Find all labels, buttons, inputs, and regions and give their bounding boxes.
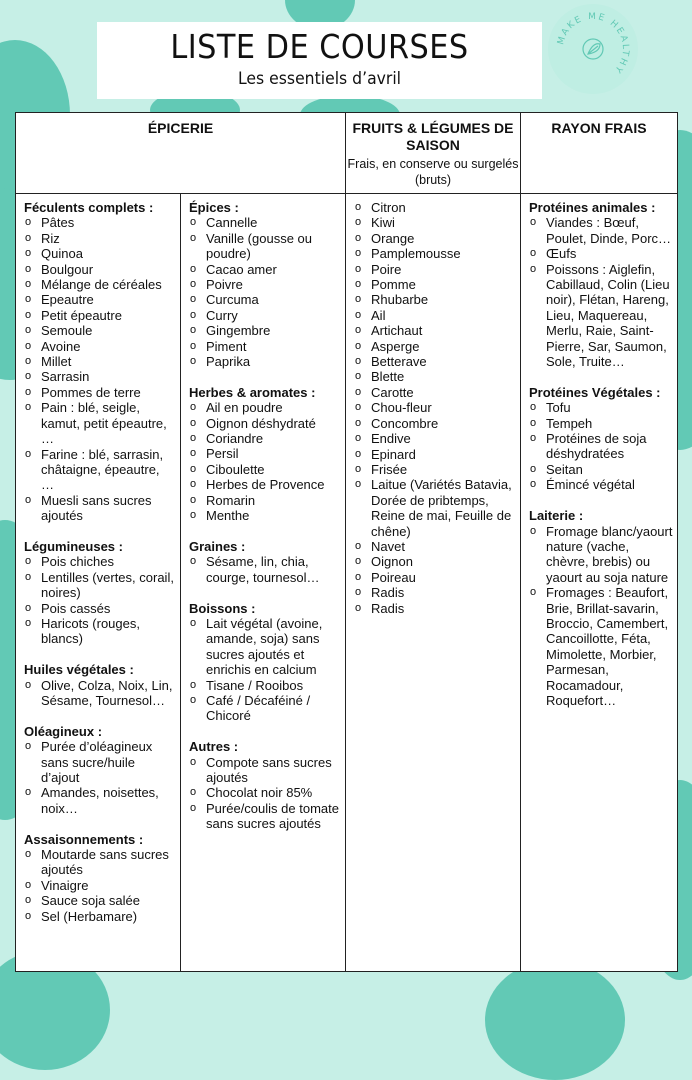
list-item: o Kiwi	[354, 215, 516, 230]
list-item: o Radis	[354, 585, 516, 600]
list-item: o Laitue (Variétés Batavia, Dorée de pribtemps, Reine de mai, Feuille de chêne)	[354, 477, 516, 539]
section-title: Protéines animales :	[529, 200, 656, 215]
section-proteines-animales	[529, 200, 673, 369]
list-item: o Vinaigre	[24, 878, 176, 893]
list-item: o Émincé végétal	[529, 477, 673, 492]
list-item: o Concombre	[354, 416, 516, 431]
item-list	[529, 215, 673, 369]
list-item: o Lait végétal (avoine, amande, soja) sans sucres ajoutés et enrichis en calcium	[189, 616, 341, 678]
list-item: o Sauce soja salée	[24, 893, 176, 908]
section-title: Autres :	[189, 739, 239, 755]
make-me-healthy-logo	[548, 4, 638, 94]
list-item: o Boulgour	[24, 262, 176, 277]
list-item: o Paprika	[189, 354, 341, 369]
list-item: o Ail	[354, 308, 516, 323]
list-item: o Chocolat noir 85%	[189, 785, 341, 800]
list-item: o Persil	[189, 446, 341, 461]
item-list	[529, 524, 673, 709]
list-item: o Poireau	[354, 570, 516, 585]
section-graines	[189, 539, 341, 585]
section-title: Oléagineux :	[24, 723, 103, 739]
item-list	[354, 200, 516, 616]
fruits-legumes-column	[346, 194, 521, 972]
list-item: o Pois cassés	[24, 601, 176, 616]
column-header-frais: RAYON FRAIS	[521, 113, 678, 194]
list-item: o Oignon	[354, 554, 516, 569]
list-item: o Purée/coulis de tomate sans sucres ajoutés	[189, 801, 341, 832]
list-item: o Sel (Herbamare)	[24, 909, 176, 924]
section-title: Épices :	[189, 200, 239, 215]
list-item: o Blette	[354, 369, 516, 384]
list-item: o Romarin	[189, 493, 341, 508]
list-item: o Sésame, lin, chia, courge, tournesol…	[189, 554, 341, 585]
list-item: o Riz	[24, 231, 176, 246]
list-item: o Pâtes	[24, 215, 176, 230]
section-laiterie	[529, 508, 673, 708]
list-item: o Seitan	[529, 462, 673, 477]
list-item: o Epeautre	[24, 292, 176, 307]
list-item: o Quinoa	[24, 246, 176, 261]
list-item: o Carotte	[354, 385, 516, 400]
column-subtitle-fruits: Frais, en conserve ou surgelés (bruts)	[347, 157, 519, 187]
list-item: o Sarrasin	[24, 369, 176, 384]
section-title: Assaisonnements :	[24, 831, 144, 847]
list-item: o Tisane / Rooibos	[189, 678, 341, 693]
list-item: o Gingembre	[189, 323, 341, 338]
page-subtitle: Les essentiels d’avril	[237, 69, 402, 89]
shopping-list-table	[15, 112, 678, 972]
list-item: o Vanille (gousse ou poudre)	[189, 231, 341, 262]
item-list	[529, 400, 673, 492]
section-title: Boissons :	[189, 600, 256, 616]
list-item: o Radis	[354, 601, 516, 616]
list-item: o Poivre	[189, 277, 341, 292]
list-item: o Rhubarbe	[354, 292, 516, 307]
list-item: o Ail en poudre	[189, 400, 341, 415]
list-item: o Coriandre	[189, 431, 341, 446]
list-item: o Tempeh	[529, 416, 673, 431]
section-epices	[189, 200, 341, 369]
section-oleagineux	[24, 724, 176, 816]
list-item: o Viandes : Bœuf, Poulet, Dinde, Porc…	[529, 215, 673, 246]
list-item: o Ciboulette	[189, 462, 341, 477]
list-item: o Café / Décaféiné / Chicoré	[189, 693, 341, 724]
list-item: o Olive, Colza, Noix, Lin, Sésame, Tournesol…	[24, 678, 176, 709]
item-list	[24, 847, 176, 924]
item-list	[189, 755, 341, 832]
item-list	[189, 554, 341, 585]
list-item: o Mélange de céréales	[24, 277, 176, 292]
list-item: o Frisée	[354, 462, 516, 477]
item-list	[24, 215, 176, 523]
list-item: o Purée d’oléagineux sans sucre/huile d’ajout	[24, 739, 176, 785]
item-list	[24, 678, 176, 709]
section-assaisonnements	[24, 832, 176, 924]
list-item: o Moutarde sans sucres ajoutés	[24, 847, 176, 878]
leaf-decoration	[485, 960, 625, 1080]
section-title: Légumineuses :	[24, 538, 123, 554]
list-item: o Œufs	[529, 246, 673, 261]
section-title: Protéines Végétales :	[529, 384, 661, 400]
item-list	[24, 739, 176, 816]
list-item: o Farine : blé, sarrasin, châtaigne, épeautre, …	[24, 447, 176, 493]
page-title: LISTE DE COURSES	[170, 27, 469, 66]
list-item: o Betterave	[354, 354, 516, 369]
list-item: o Compote sans sucres ajoutés	[189, 755, 341, 786]
section-legumineuses	[24, 539, 176, 647]
list-item: o Fromages : Beaufort, Brie, Brillat-savarin, Broccio, Camembert, Cancoillotte, Féta, Mimolette, Morbier, Parmesan, Rocamadour, Roquefort…	[529, 585, 673, 708]
column-header-fruits: FRUITS & LÉGUMES DE SAISON Frais, en conserve ou surgelés (bruts)	[346, 113, 521, 194]
list-item: o Endive	[354, 431, 516, 446]
section-title: Graines :	[189, 538, 246, 554]
list-item: o Chou-fleur	[354, 400, 516, 415]
list-item: o Asperge	[354, 339, 516, 354]
column-header-epicerie: ÉPICERIE	[16, 113, 346, 194]
section-autres	[189, 739, 341, 831]
list-item: o Cannelle	[189, 215, 341, 230]
section-title: Laiterie :	[529, 508, 584, 524]
list-item: o Avoine	[24, 339, 176, 354]
list-item: o Pomme	[354, 277, 516, 292]
list-item: o Amandes, noisettes, noix…	[24, 785, 176, 816]
leaf-logo-icon	[548, 4, 638, 94]
list-item: o Muesli sans sucres ajoutés	[24, 493, 176, 524]
svg-text:MAKE ME HEALTHY: MAKE ME HEALTHY	[556, 11, 631, 76]
list-item: o Curry	[189, 308, 341, 323]
list-item: o Cacao amer	[189, 262, 341, 277]
epicerie-left-column	[16, 194, 181, 972]
section-herbes-aromates	[189, 385, 341, 524]
list-item: o Protéines de soja déshydratées	[529, 431, 673, 462]
item-list	[189, 400, 341, 523]
list-item: o Tofu	[529, 400, 673, 415]
list-item: o Semoule	[24, 323, 176, 338]
item-list	[189, 215, 341, 369]
list-item: o Pamplemousse	[354, 246, 516, 261]
list-item: o Lentilles (vertes, corail, noires)	[24, 570, 176, 601]
list-item: o Piment	[189, 339, 341, 354]
title-banner	[97, 22, 542, 99]
list-item: o Millet	[24, 354, 176, 369]
section-title: Féculents complets :	[24, 200, 154, 215]
list-item: o Poire	[354, 262, 516, 277]
list-item: o Curcuma	[189, 292, 341, 307]
list-item: o Epinard	[354, 447, 516, 462]
list-item: o Pommes de terre	[24, 385, 176, 400]
item-list	[189, 616, 341, 724]
section-title: Herbes & aromates :	[189, 384, 316, 400]
list-item: o Menthe	[189, 508, 341, 523]
section-boissons	[189, 601, 341, 724]
list-item: o Pain : blé, seigle, kamut, petit épeautre, …	[24, 400, 176, 446]
list-item: o Haricots (rouges, blancs)	[24, 616, 176, 647]
list-item: o Navet	[354, 539, 516, 554]
list-item: o Fromage blanc/yaourt nature (vache, chèvre, brebis) ou yaourt au soja nature	[529, 524, 673, 586]
rayon-frais-column	[521, 194, 678, 972]
list-item: o Artichaut	[354, 323, 516, 338]
item-list	[24, 554, 176, 646]
section-proteines-vegetales	[529, 385, 673, 493]
epicerie-right-column	[181, 194, 346, 972]
list-item: o Petit épeautre	[24, 308, 176, 323]
list-item: o Oignon déshydraté	[189, 416, 341, 431]
list-item: o Pois chiches	[24, 554, 176, 569]
list-item: o Citron	[354, 200, 516, 215]
section-title: Huiles végétales :	[24, 662, 134, 678]
list-item: o Poissons : Aiglefin, Cabillaud, Colin (Lieu noir), Flétan, Hareng, Lieu, Maquereau, Merlu, Raie, Saint-Pierre, Sar, Saumon, Sole, Truite…	[529, 262, 673, 370]
section-feculents-complets	[24, 200, 176, 524]
list-item: o Orange	[354, 231, 516, 246]
list-item: o Herbes de Provence	[189, 477, 341, 492]
section-huiles-vegetales	[24, 662, 176, 708]
